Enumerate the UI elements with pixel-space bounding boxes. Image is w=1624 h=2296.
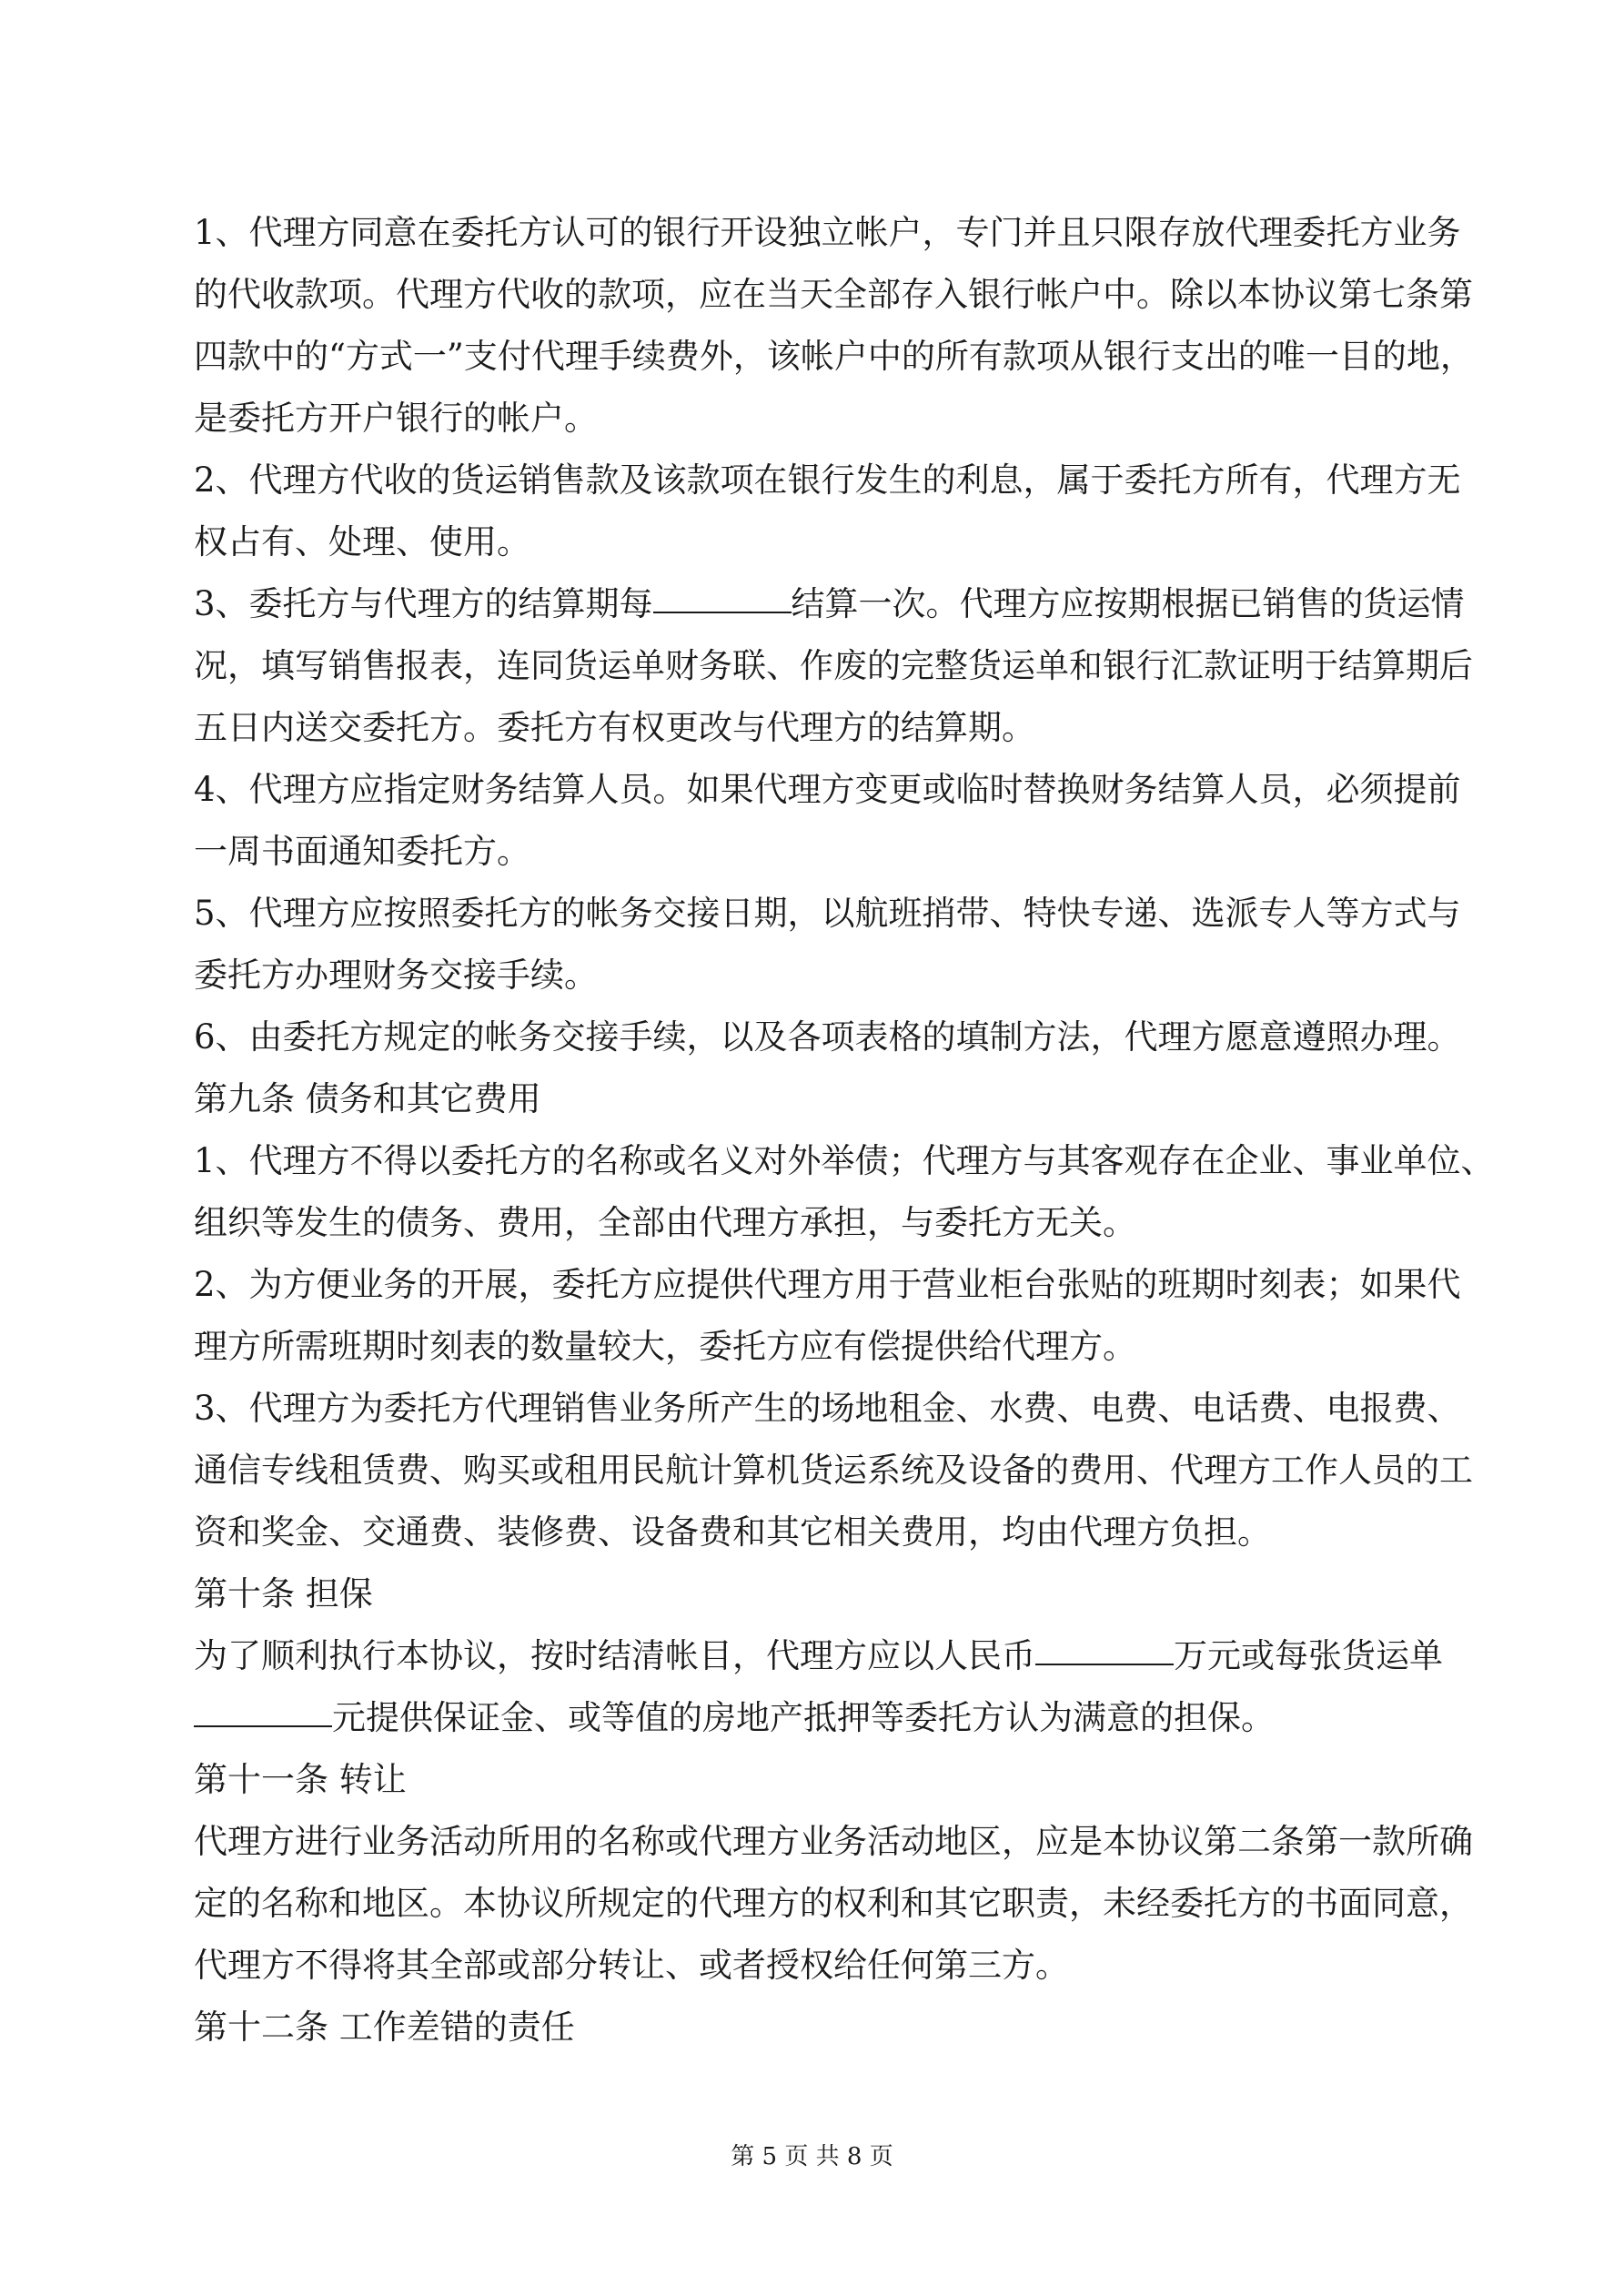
text-line: 权占有、处理、使用。 [194, 522, 530, 561]
text-line: 5、代理方应按照委托方的帐务交接日期，以航班捎带、特快专递、选派专人等方式与 [194, 894, 1461, 933]
section-heading: 第十条 担保 [194, 1574, 373, 1613]
fill-in-blank [1035, 1631, 1174, 1665]
text-line: 2、为方便业务的开展，委托方应提供代理方用于营业柜台张贴的班期时刻表；如果代 [194, 1265, 1461, 1304]
text-line: 通信专线租赁费、购买或租用民航计算机货运系统及设备的费用、代理方工作人员的工 [194, 1451, 1473, 1490]
text-line: 况，填写销售报表，连同货运单财务联、作废的完整货运单和银行汇款证明于结算期后 [194, 646, 1473, 685]
text-after-blank: 元提供保证金、或等值的房地产抵押等委托方认为满意的担保。 [332, 1698, 1275, 1737]
text-line: 资和奖金、交通费、装修费、设备费和其它相关费用，均由代理方负担。 [194, 1512, 1271, 1552]
text-after-blank: 万元或每张货运单 [1174, 1636, 1443, 1675]
text-line: 定的名称和地区。本协议所规定的代理方的权利和其它职责，未经委托方的书面同意， [194, 1884, 1473, 1923]
text-line: 组织等发生的债务、费用，全部由代理方承担，与委托方无关。 [194, 1203, 1136, 1242]
text-line: 五日内送交委托方。委托方有权更改与代理方的结算期。 [194, 708, 1035, 747]
text-after-blank: 结算一次。代理方应按期根据已销售的货运情 [791, 584, 1465, 623]
section-heading: 第十二条 工作差错的责任 [194, 2008, 575, 2047]
text-line: 是委托方开户银行的帐户。 [194, 399, 598, 438]
text-line: 理方所需班期时刻表的数量较大，委托方应有偿提供给代理方。 [194, 1327, 1136, 1366]
text-line: 4、代理方应指定财务结算人员。如果代理方变更或临时替换财务结算人员，必须提前 [194, 770, 1461, 809]
section-heading: 第十一条 转让 [194, 1760, 407, 1799]
text-line: 2、代理方代收的货运销售款及该款项在银行发生的利息，属于委托方所有，代理方无 [194, 460, 1461, 500]
text-line: 的代收款项。代理方代收的款项，应在当天全部存入银行帐户中。除以本协议第七条第 [194, 275, 1473, 314]
text-line: 一周书面通知委托方。 [194, 832, 530, 871]
fill-in-blank [653, 579, 792, 613]
text-line-with-blank [194, 1625, 1442, 1687]
page-number-footer: 第 5 页 共 8 页 [731, 2143, 893, 2170]
text-line: 代理方不得将其全部或部分转让、或者授权给任何第三方。 [194, 1946, 1069, 1985]
text-line: 3、代理方为委托方代理销售业务所产生的场地租金、水费、电费、电话费、电报费、 [194, 1389, 1461, 1428]
text-line: 代理方进行业务活动所用的名称或代理方业务活动地区，应是本协议第二条第一款所确 [194, 1822, 1473, 1861]
fill-in-blank [194, 1693, 332, 1727]
text-line: 委托方办理财务交接手续。 [194, 956, 598, 995]
text-line: 6、由委托方规定的帐务交接手续，以及各项表格的填制方法，代理方愿意遵照办理。 [194, 1017, 1461, 1057]
section-heading: 第九条 债务和其它费用 [194, 1079, 541, 1118]
document-body [194, 202, 1495, 2058]
text-line: 1、代理方不得以委托方的名称或名义对外举债；代理方与其客观存在企业、事业单位、 [194, 1141, 1495, 1180]
text-before-blank: 为了顺利执行本协议，按时结清帐目，代理方应以人民币 [194, 1636, 1035, 1675]
text-line-with-blank [194, 573, 1465, 635]
text-line: 1、代理方同意在委托方认可的银行开设独立帐户，专门并且只限存放代理委托方业务 [194, 213, 1461, 252]
text-before-blank: 3、委托方与代理方的结算期每 [194, 584, 653, 623]
text-line-with-blank [194, 1687, 1442, 1749]
text-line: 四款中的“方式一”支付代理手续费外，该帐户中的所有款项从银行支出的唯一目的地， [194, 337, 1474, 376]
